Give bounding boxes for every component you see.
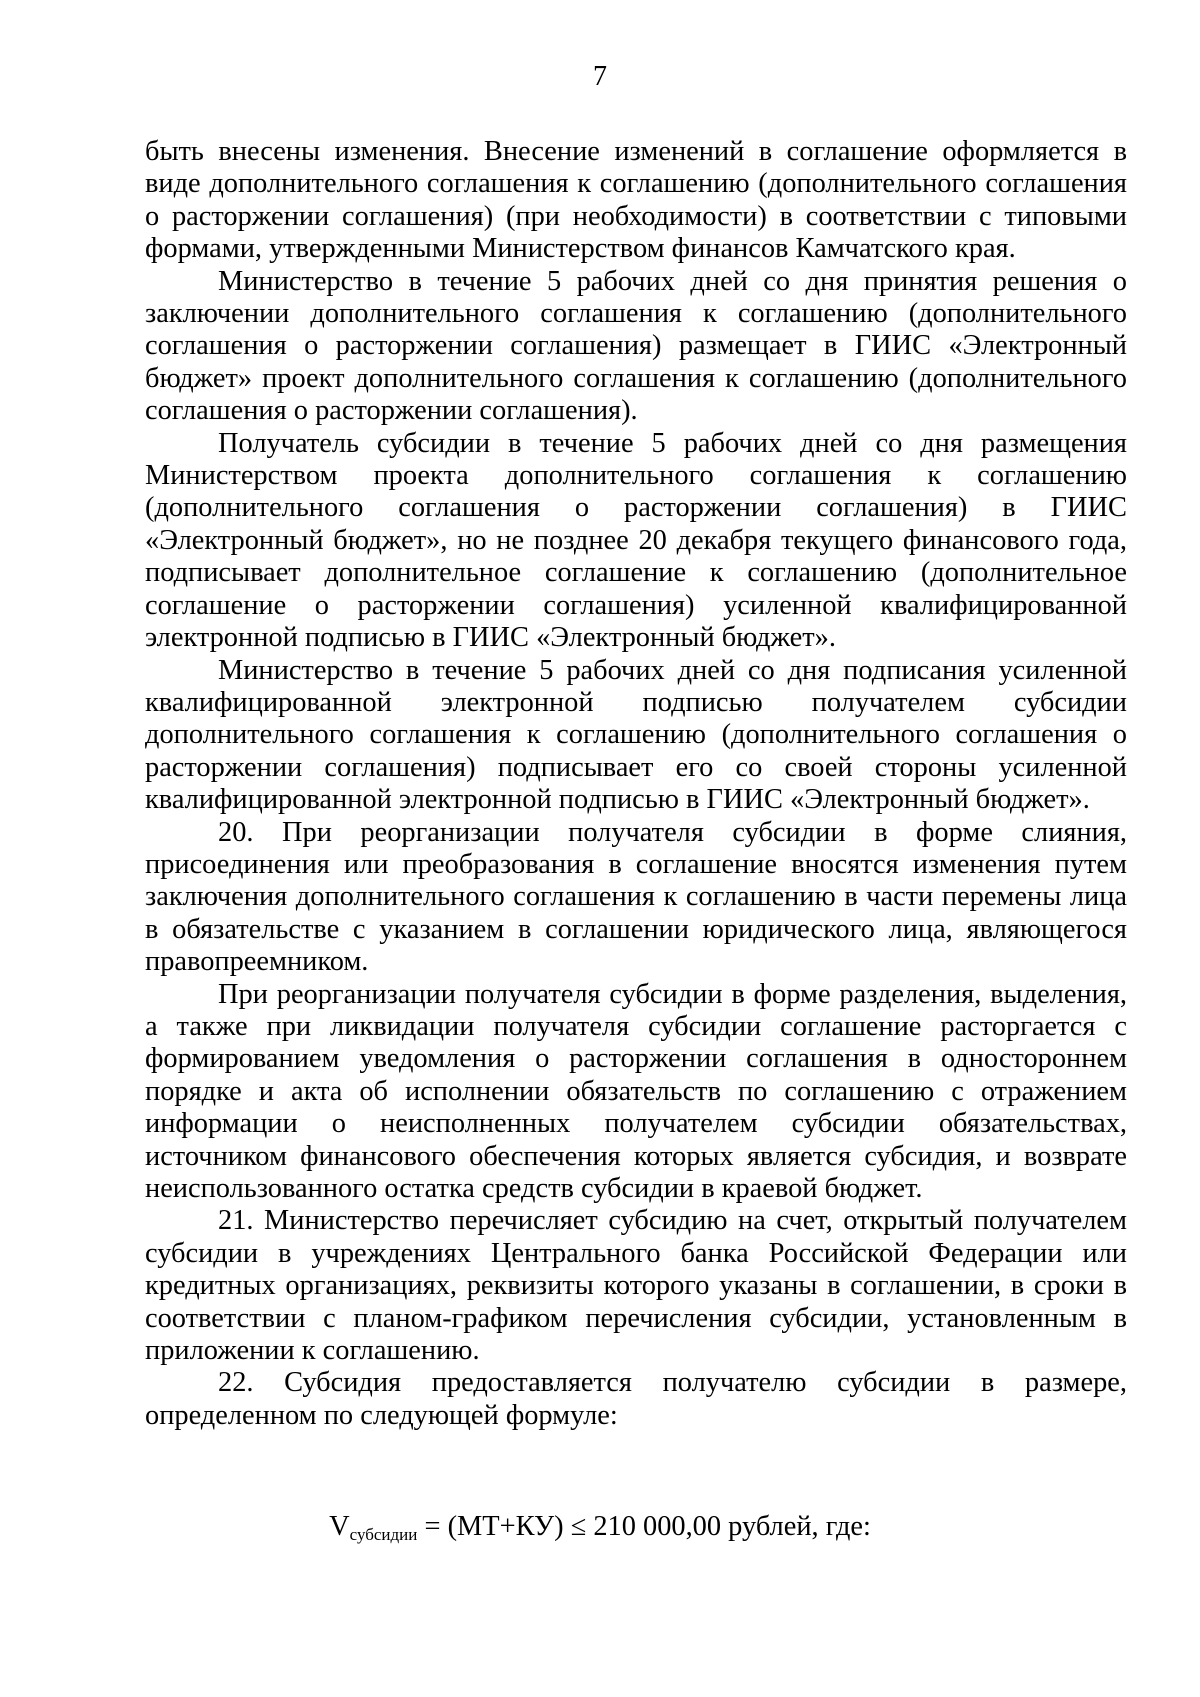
subsidy-formula [0, 1510, 1200, 1552]
paragraph-clause-21: 21. Министерство перечисляет субсидию на счет, открытый получателем субсидии в учреждениях Центрального банка Российской Федерации или кредитных организациях, реквизиты которого указаны в соглашении, в сроки в соответствии с планом-графиком перечисления субсидии, установленным в приложении к соглашению. [145, 1205, 1127, 1367]
paragraph-continuation: быть внесены изменения. Внесение изменений в соглашение оформляется в виде дополнительного соглашения к соглашению (дополнительного соглашения о расторжении соглашения) (при необходимости) в соответствии с типовыми формами, утвержденными Министерством финансов Камчатского края. [145, 136, 1127, 265]
paragraph-clause-20: 20. При реорганизации получателя субсидии в форме слияния, присоединения или преобразования в соглашение вносятся изменения путем заключения дополнительного соглашения к соглашению в части перемены лица в обязательстве с указанием в соглашении юридического лица, являющегося правопреемником. [145, 816, 1127, 978]
paragraph-recipient-signs: Получатель субсидии в течение 5 рабочих дней со дня размещения Министерством проекта дополнительного соглашения к соглашению (дополнительного соглашения о расторжении соглашения) в ГИИС «Электронный бюджет», но не позднее 20 декабря текущего финансового года, подписывает дополнительное соглашение к соглашению (дополнительное соглашение о расторжении соглашения) усиленной квалифицированной электронной подписью в ГИИС «Электронный бюджет». [145, 427, 1127, 654]
paragraph-clause-22: 22. Субсидия предоставляется получателю субсидии в размере, определенном по следующей формуле: [145, 1367, 1127, 1431]
paragraph-reorganization-termination: При реорганизации получателя субсидии в форме разделения, выделения, а также при ликвидации получателя субсидии соглашение расторгается с формированием уведомления о расторжении соглашения в одностороннем порядке и акта об исполнении обязательств по соглашению с отражением информации о неисполненных получателем субсидии обязательствах, источником финансового обеспечения которых является субсидия, и возврате неиспользованного остатка средств субсидии в краевой бюджет. [145, 978, 1127, 1204]
page-number: 7 [593, 61, 607, 92]
document-body [145, 136, 1127, 1432]
formula-subscript: субсидии [349, 1525, 418, 1544]
paragraph-ministry-draft: Министерство в течение 5 рабочих дней со дня принятия решения о заключении дополнительного соглашения к соглашению (дополнительного соглашения о расторжении соглашения) размещает в ГИИС «Электронный бюджет» проект дополнительного соглашения к соглашению (дополнительного соглашения о расторжении соглашения). [145, 265, 1127, 427]
formula-variable: V [329, 1511, 350, 1542]
paragraph-ministry-signs: Министерство в течение 5 рабочих дней со дня подписания усиленной квалифицированной электронной подписью получателем субсидии дополнительного соглашения к соглашению (дополнительного соглашения о расторжении соглашения) подписывает его со своей стороны усиленной квалифицированной электронной подписью в ГИИС «Электронный бюджет». [145, 654, 1127, 816]
formula-expression: = (МТ+КУ) ≤ 210 000,00 рублей, где: [417, 1511, 871, 1542]
